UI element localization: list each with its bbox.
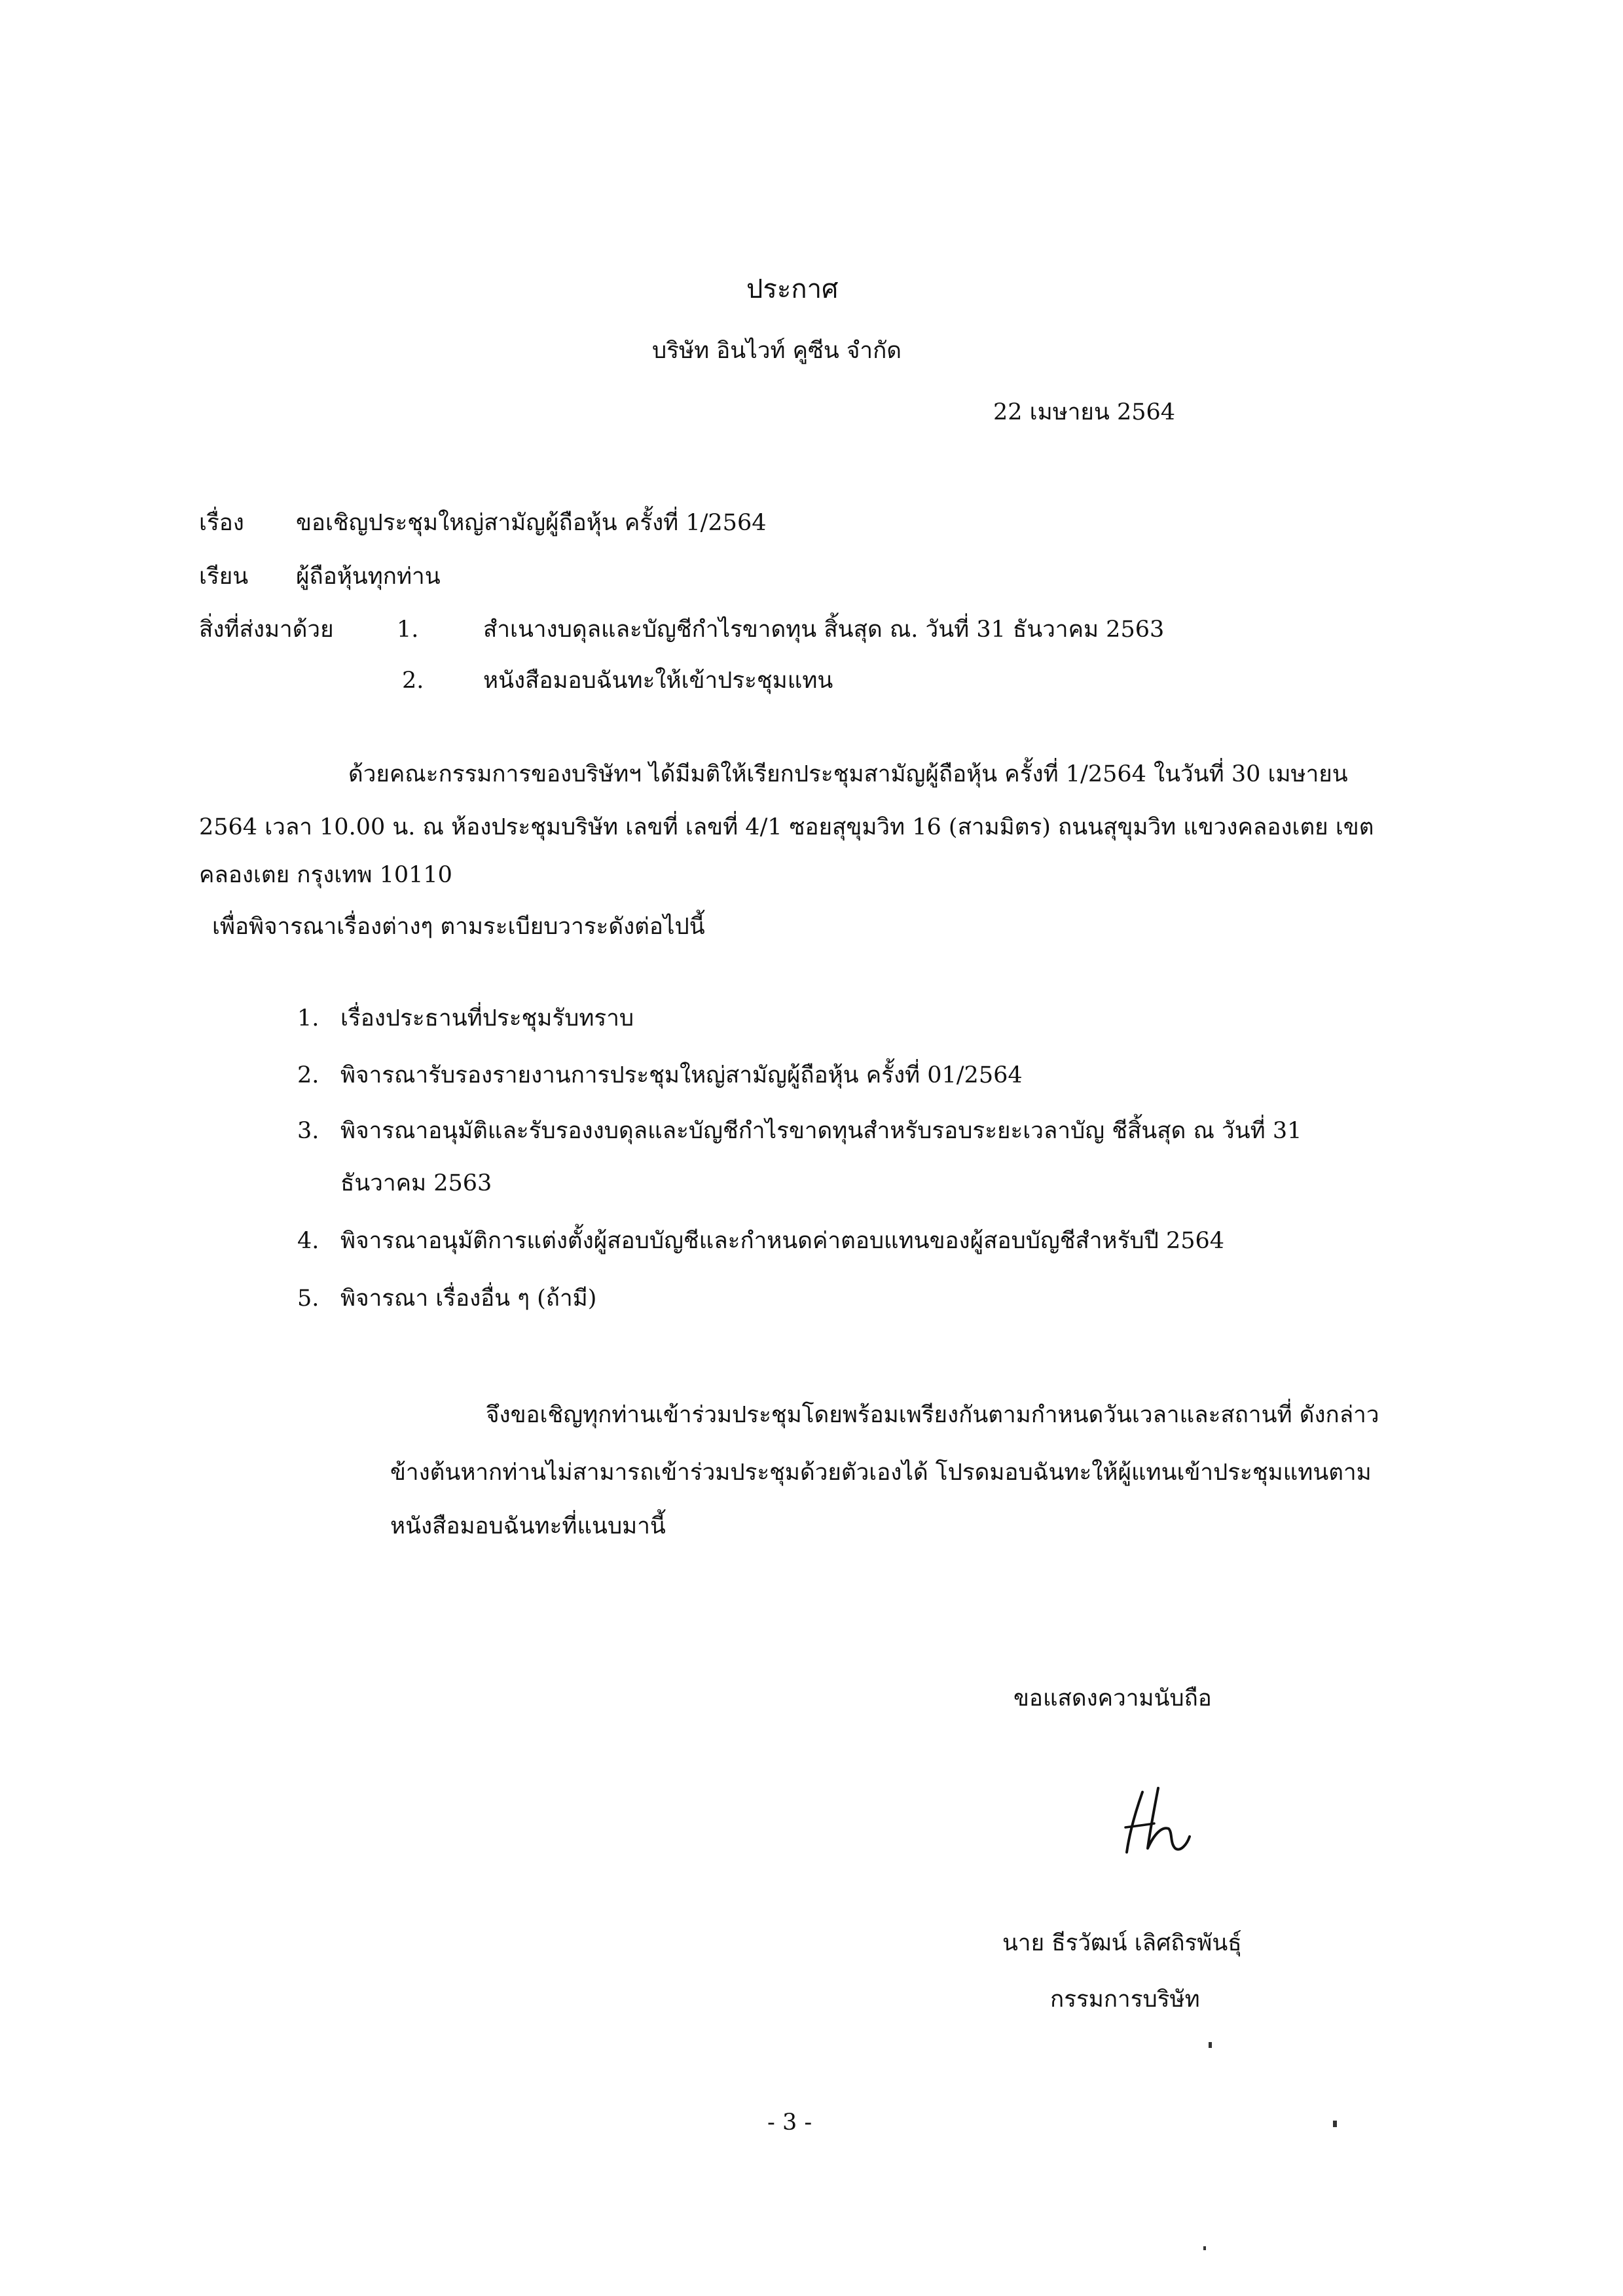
to-text: ผู้ถือหุ้นทุกท่าน [296, 564, 441, 590]
scan-speck [1333, 2121, 1337, 2127]
attachments-label: สิ่งที่ส่งมาด้วย [199, 617, 334, 643]
intro-line: 2564 เวลา 10.00 น. ณ ห้องประชุมบริษัท เลขที่ เลขที่ 4/1 ซอยสุขุมวิท 16 (สามมิตร) ถนนสุขุมวิท แขวงคลองเตย เขต [199, 814, 1374, 840]
company-name: บริษัท อินไวท์ คูซีน จำกัด [652, 338, 902, 364]
scan-speck [1209, 2042, 1212, 2048]
agenda-item: พิจารณารับรองรายงานการประชุมใหญ่สามัญผู้ถือหุ้น ครั้งที่ 01/2564 [340, 1062, 1023, 1088]
to-label: เรียน [199, 564, 249, 590]
closing-line: หนังสือมอบฉันทะที่แนบมานี้ [390, 1513, 666, 1539]
page-number: - 3 - [767, 2109, 812, 2136]
document-date: 22 เมษายน 2564 [993, 399, 1176, 425]
scan-speck [1203, 2246, 1206, 2250]
subject-text: ขอเชิญประชุมใหญ่สามัญผู้ถือหุ้น ครั้งที่ 1/2564 [296, 510, 767, 536]
intro-line: คลองเตย กรุงเทพ 10110 [199, 862, 452, 888]
agenda-item: เรื่องประธานที่ประชุมรับทราบ [340, 1005, 634, 1031]
intro-line: เพื่อพิจารณาเรื่องต่างๆ ตามระเบียบวาระดังต่อไปนี้ [212, 914, 705, 940]
attachment-number: 1. [397, 617, 419, 643]
attachment-text: หนังสือมอบฉันทะให้เข้าประชุมแทน [483, 668, 833, 694]
agenda-item: พิจารณาอนุมัติการแต่งตั้งผู้สอบบัญชีและกำหนดค่าตอบแทนของผู้สอบบัญชีสำหรับปี 2564 [340, 1228, 1225, 1254]
closing-line: จึงขอเชิญทุกท่านเข้าร่วมประชุมโดยพร้อมเพรียงกันตามกำหนดวันเวลาและสถานที่ ดังกล่าว [486, 1402, 1379, 1428]
attachment-text: สำเนางบดุลและบัญชีกำไรขาดทุน สิ้นสุด ณ. วันที่ 31 ธันวาคม 2563 [483, 617, 1165, 643]
agenda-number: 3. [297, 1118, 319, 1144]
intro-line: ด้วยคณะกรรมการของบริษัทฯ ได้มีมติให้เรียกประชุมสามัญผู้ถือหุ้น ครั้งที่ 1/2564 ในวันที่ 30 เมษายน [348, 761, 1348, 787]
agenda-number: 5. [297, 1285, 319, 1312]
agenda-item: พิจารณาอนุมัติและรับรองงบดุลและบัญชีกำไรขาดทุนสำหรับรอบระยะเวลาบัญ ชีสิ้นสุด ณ วันที่ 31 [340, 1118, 1302, 1144]
agenda-number: 1. [297, 1005, 319, 1031]
subject-label: เรื่อง [199, 510, 244, 536]
closing-regards: ขอแสดงความนับถือ [1013, 1685, 1212, 1712]
agenda-number: 2. [297, 1062, 319, 1088]
signature-image [1116, 1780, 1195, 1865]
agenda-item: พิจารณา เรื่องอื่น ๆ (ถ้ามี) [340, 1285, 597, 1312]
agenda-number: 4. [297, 1228, 319, 1254]
closing-line: ข้างต้นหากท่านไม่สามารถเข้าร่วมประชุมด้วยตัวเองได้ โปรดมอบฉันทะให้ผู้แทนเข้าประชุมแทนตาม [390, 1460, 1372, 1486]
signatory-name: นาย ธีรวัฒน์ เลิศถิรพันธุ์ [1002, 1930, 1242, 1956]
signatory-position: กรรมการบริษัท [1050, 1986, 1200, 2013]
page-title: ประกาศ [746, 274, 839, 304]
attachment-number: 2. [402, 668, 424, 694]
agenda-item-continued: ธันวาคม 2563 [340, 1170, 492, 1196]
